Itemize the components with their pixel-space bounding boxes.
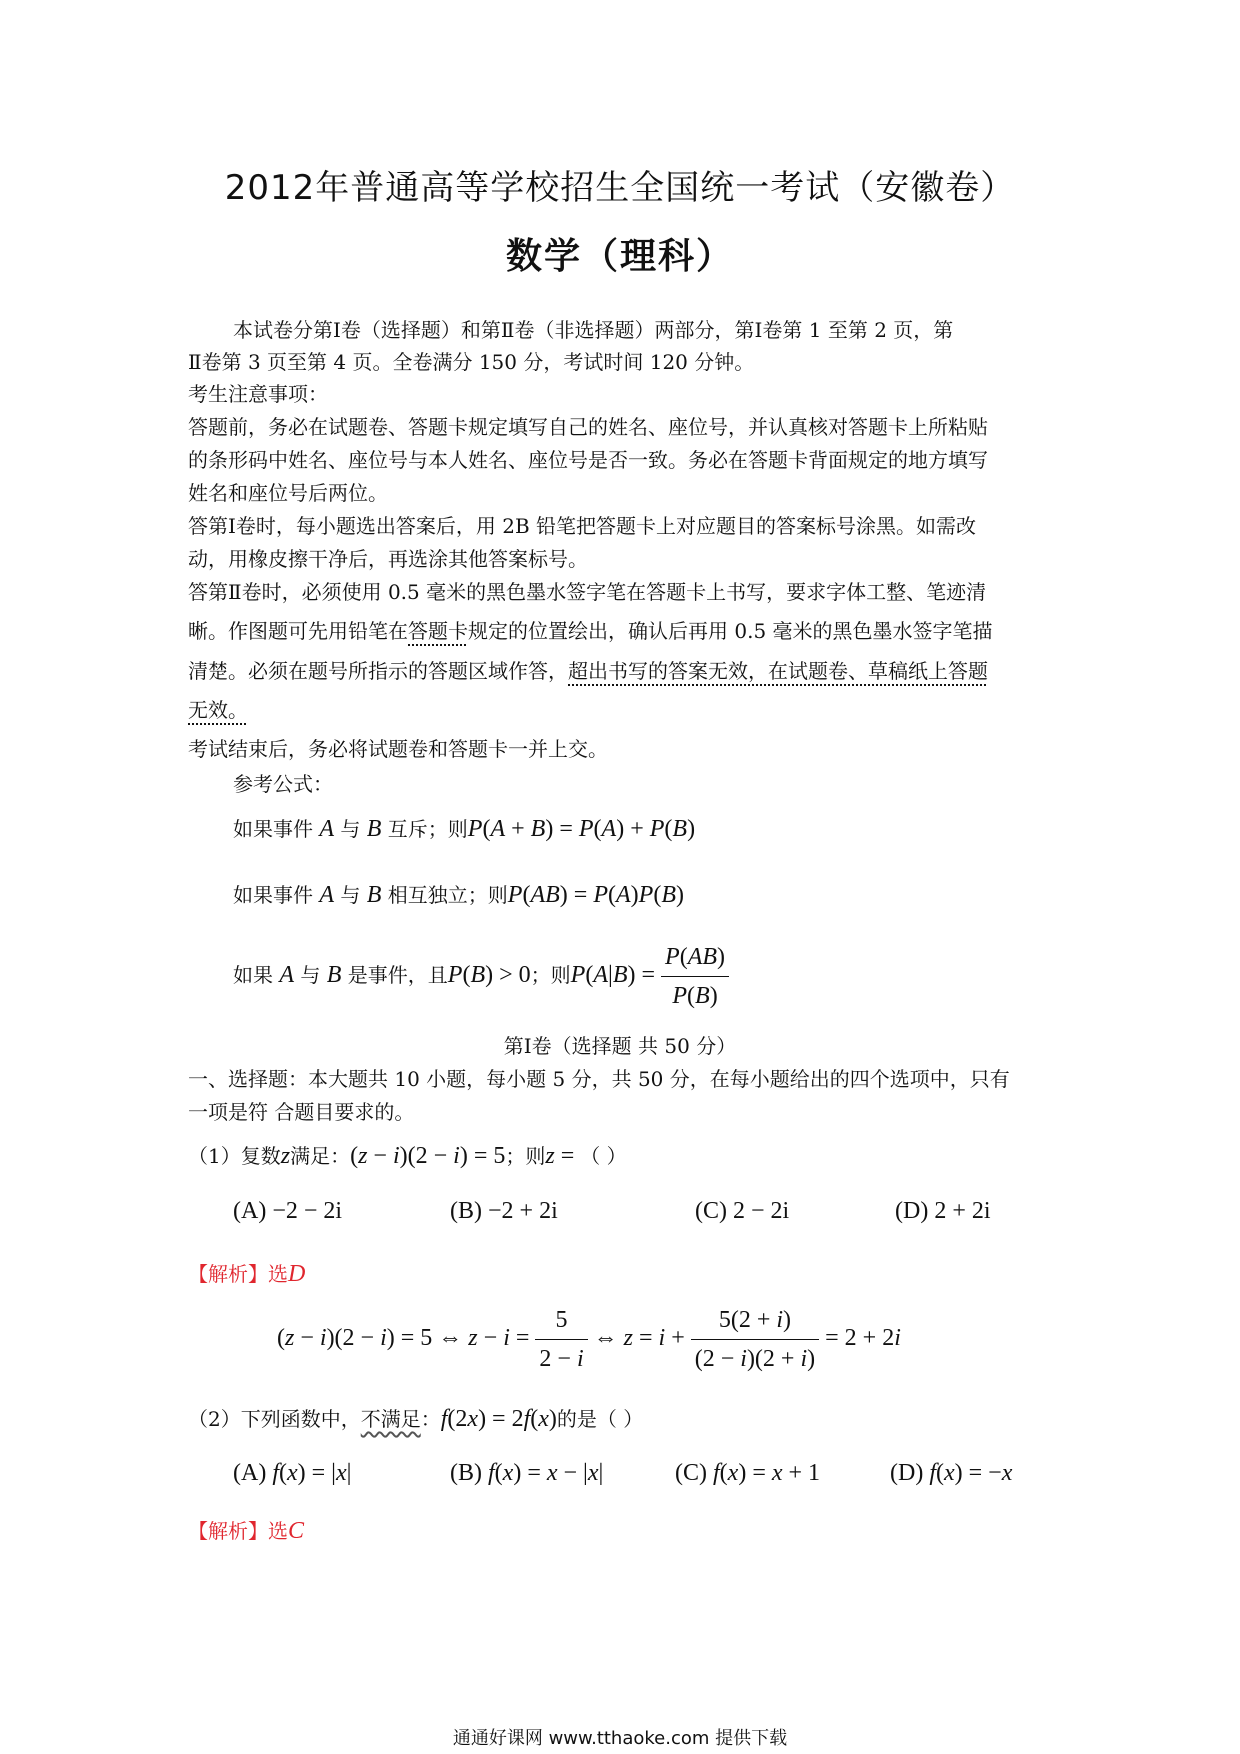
formula-1-var-b: B bbox=[366, 816, 382, 842]
formula-1-conj: 与 bbox=[340, 817, 361, 841]
notice-2-line-2: 动，用橡皮擦干净后，再选涂其他答案标号。 bbox=[188, 547, 588, 571]
option-c-label: (C) bbox=[675, 1460, 707, 1486]
question-1-z-eq: z = bbox=[545, 1143, 581, 1169]
formula-1 bbox=[233, 813, 695, 846]
question-2-option-c: (C) f(x) = x + 1 bbox=[675, 1460, 821, 1486]
notice-3-line-1: 答第Ⅱ卷时，必须使用 0.5 毫米的黑色墨水签字笔在答题卡上书写，要求字体工整、笔迹清 bbox=[188, 580, 987, 604]
formula-3-then: ；则 bbox=[530, 963, 571, 988]
question-1-equation: (z − i)(2 − i) = 5 bbox=[350, 1143, 506, 1169]
question-1-stem bbox=[188, 1140, 627, 1173]
formula-2-var-b: B bbox=[366, 882, 382, 908]
notice-3-line-2 bbox=[188, 615, 993, 648]
page-subtitle: 数学（理科） bbox=[505, 236, 734, 277]
question-1-analysis bbox=[188, 1258, 305, 1291]
formula-2-conj: 与 bbox=[340, 883, 361, 907]
intro-line-1: 本试卷分第Ⅰ卷（选择题）和第Ⅱ卷（非选择题）两部分，第Ⅰ卷第 1 至第 2 页，第 bbox=[233, 318, 954, 342]
formula-1-equation: P(A + B) = P(A) + P(B) bbox=[467, 816, 696, 842]
solution-fraction-2: $\frac{5(2 + i)}{(2 - i)(2 + i)}$ bbox=[691, 1303, 819, 1376]
intro-line-2: Ⅱ卷第 3 页至第 4 页。全卷满分 150 分，考试时间 120 分钟。 bbox=[188, 350, 755, 374]
question-2-number: （2）下列函数中， bbox=[188, 1407, 361, 1431]
question-1-then: ；则 bbox=[505, 1144, 546, 1168]
notice-3-line-3 bbox=[188, 655, 988, 688]
question-1-blank: （ ） bbox=[580, 1144, 627, 1168]
formula-2-relation: 相互独立；则 bbox=[387, 883, 508, 907]
formula-3 bbox=[233, 940, 729, 1013]
question-2-colon: ： bbox=[420, 1407, 441, 1431]
question-1-var-z: z bbox=[280, 1143, 291, 1169]
question-1-answer: D bbox=[288, 1261, 306, 1287]
analysis-label: 【解析】 bbox=[188, 1519, 268, 1543]
formula-3-var-b: B bbox=[326, 962, 342, 989]
question-1-option-c: (C) 2 − 2i bbox=[695, 1198, 790, 1224]
notice-4: 考试结束后，务必将试题卷和答题卡一并上交。 bbox=[188, 737, 608, 761]
question-1-number: （1）复数 bbox=[188, 1144, 281, 1168]
formula-3-condition: P(B) > 0 bbox=[447, 962, 531, 989]
formula-1-lead: 如果事件 bbox=[233, 817, 313, 841]
notice-1-line-3: 姓名和座位号后两位。 bbox=[188, 481, 388, 505]
formula-2 bbox=[233, 879, 684, 912]
section-title: 第Ⅰ卷（选择题 共 50 分） bbox=[503, 1034, 737, 1058]
notice-3-line-2-part-c: 规定的位置绘出，确认后再用 0.5 毫米的黑色墨水签字笔描 bbox=[468, 619, 993, 643]
notice-1-line-1: 答题前，务必在试题卷、答题卡规定填写自己的姓名、座位号，并认真核对答题卡上所粘贴 bbox=[188, 415, 988, 439]
formula-3-relation: 是事件，且 bbox=[347, 963, 448, 988]
question-2-equation: f(2x) = 2f(x) bbox=[440, 1406, 557, 1432]
formula-3-conj: 与 bbox=[300, 963, 321, 988]
question-2-option-a: (A) f(x) = |x| bbox=[233, 1460, 352, 1486]
formula-2-lead: 如果事件 bbox=[233, 883, 313, 907]
question-2-option-b: (B) f(x) = x − |x| bbox=[450, 1460, 604, 1486]
notice-1-line-2: 的条形码中姓名、座位号与本人姓名、座位号是否一致。务必在答题卡背面规定的地方填写 bbox=[188, 448, 988, 472]
footer: 通通好课网 www.tthaoke.com 提供下载 bbox=[452, 1728, 788, 1749]
notice-2-line-1: 答第Ⅰ卷时，每小题选出答案后，用 2B 铅笔把答题卡上对应题目的答案标号涂黑。如需改 bbox=[188, 514, 977, 538]
formula-2-equation: P(AB) = P(A)P(B) bbox=[507, 882, 684, 908]
notice-3-line-4: 无效。 bbox=[188, 698, 248, 722]
formula-3-fraction: $\frac{P(AB)}{P(B)}$ bbox=[661, 940, 729, 1013]
question-1-solution: (z − i)(2 − i) = 5 ⇔ z − i = $\frac{5}{2 - i}$ ⇔ z = i + $\frac{5(2 + i)}{(2 - i)(2 + i)}$ = 2 + 2i bbox=[277, 1303, 901, 1376]
option-b-label: (B) bbox=[450, 1460, 482, 1486]
question-1-option-b: (B) −2 + 2i bbox=[450, 1198, 558, 1224]
notice-3-line-3-part-a: 清楚。必须在题号所指示的答题区域作答， bbox=[188, 659, 568, 683]
formula-3-var-a: A bbox=[279, 962, 295, 989]
question-2-blank: 的是（ ） bbox=[556, 1407, 644, 1431]
section-desc-line-2: 一项是符 合题目要求的。 bbox=[188, 1100, 415, 1124]
notice-heading: 考生注意事项： bbox=[188, 382, 328, 406]
question-1-condition-label: 满足： bbox=[290, 1144, 351, 1168]
question-1-option-d: (D) 2 + 2i bbox=[895, 1198, 991, 1224]
page-title: 2012年普通高等学校招生全国统一考试（安徽卷） bbox=[224, 168, 1016, 208]
option-d-label: (D) bbox=[890, 1460, 924, 1486]
analysis-choose: 选 bbox=[268, 1519, 288, 1543]
question-1-option-a: (A) −2 − 2i bbox=[233, 1198, 343, 1224]
question-2-answer: C bbox=[288, 1518, 305, 1544]
formula-1-relation: 互斥；则 bbox=[387, 817, 468, 841]
formula-2-var-a: A bbox=[319, 882, 335, 908]
question-2-option-d: (D) f(x) = −x bbox=[890, 1460, 1013, 1486]
analysis-choose: 选 bbox=[268, 1262, 288, 1286]
notice-3-emphasis-answer-card: 答题卡 bbox=[408, 619, 468, 643]
formula-heading: 参考公式： bbox=[233, 772, 333, 796]
notice-3-line-2-part-a: 晰。作图题可先用铅笔在 bbox=[188, 619, 408, 643]
option-a-label: (A) bbox=[233, 1460, 267, 1486]
solution-fraction-1: $\frac{5}{2 - i}$ bbox=[535, 1303, 587, 1376]
question-2-not-satisfy: 不满足 bbox=[360, 1407, 421, 1431]
formula-3-equation: P(A|B) = $\frac{P(AB)}{P(B)}$ bbox=[571, 962, 729, 988]
question-2-stem bbox=[188, 1403, 643, 1436]
question-2-analysis bbox=[188, 1515, 304, 1548]
section-desc-line-1: 一、选择题：本大题共 10 小题，每小题 5 分，共 50 分，在每小题给出的四个选项中，只有 bbox=[188, 1067, 1010, 1091]
formula-3-lead: 如果 bbox=[233, 963, 273, 988]
analysis-label: 【解析】 bbox=[188, 1262, 268, 1286]
formula-1-var-a: A bbox=[319, 816, 335, 842]
notice-3-emphasis-invalid: 超出书写的答案无效，在试题卷、草稿纸上答题 bbox=[568, 659, 988, 683]
